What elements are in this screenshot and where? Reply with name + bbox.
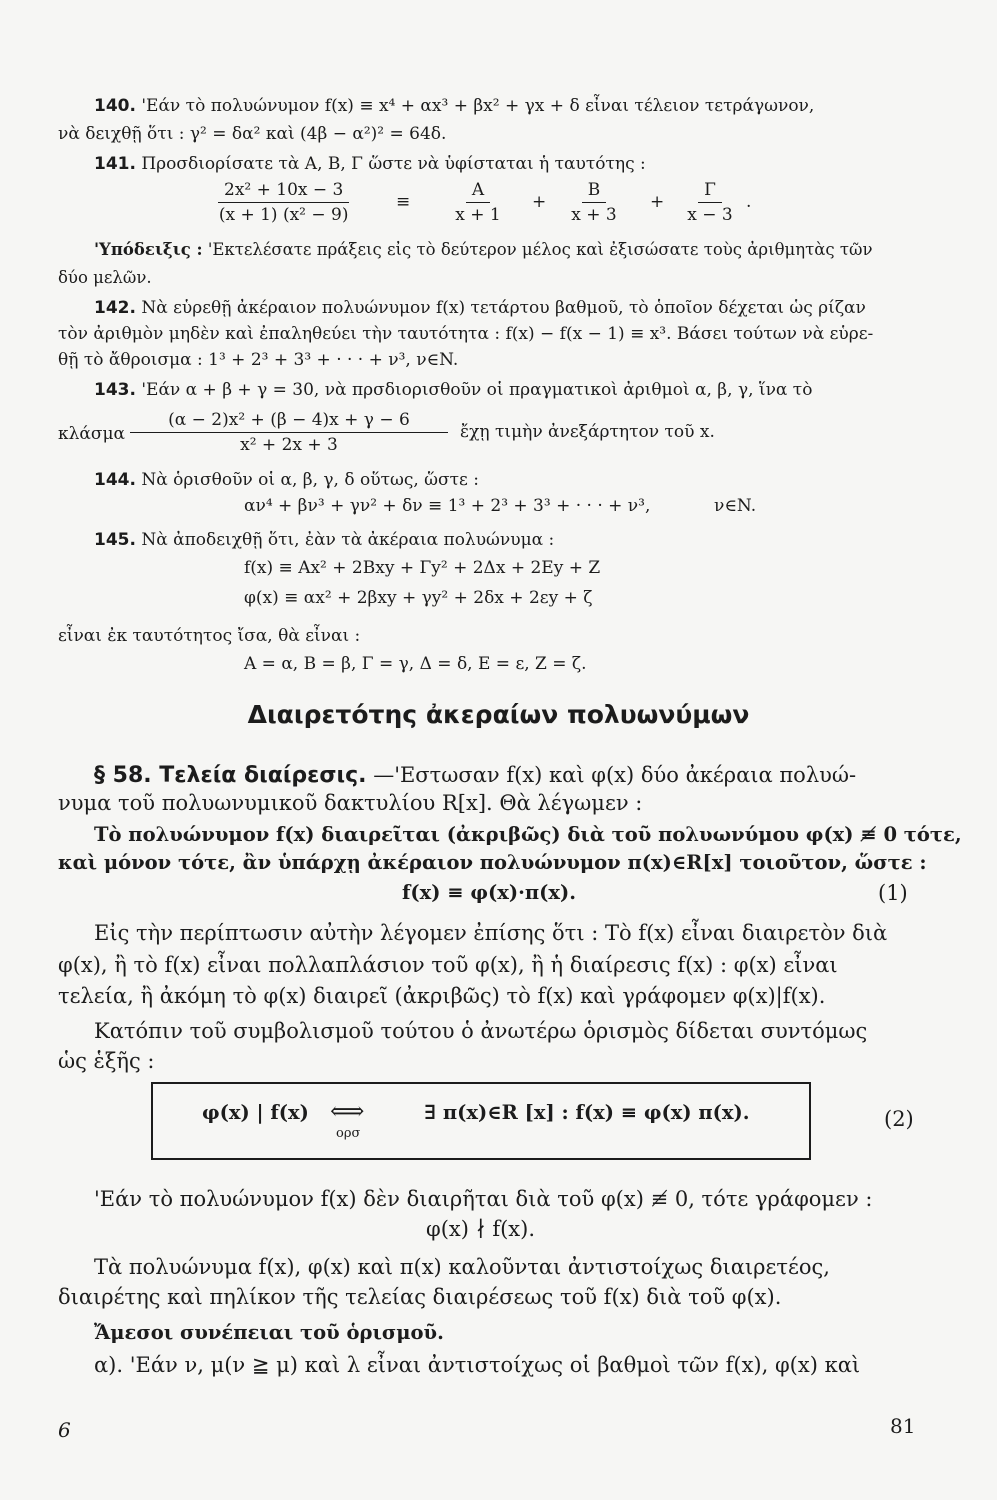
section-58-heading-line (94, 762, 856, 789)
paragraph-line-8: διαιρέτης καὶ πηλίκον τῆς τελείας διαιρέσεως τοῦ f(x) διὰ τοῦ φ(x). (58, 1285, 782, 1309)
exercise-text: Νὰ εὑρεθῇ ἀκέραιον πολυώνυμον f(x) τετάρτου βαθμοῦ, τὸ ὁποῖον δέχεται ὡς ρίζαν (141, 298, 866, 318)
fraction-a (442, 180, 514, 225)
box-right: ∃ π(x)∈R [x] : f(x) ≡ φ(x) π(x). (424, 1101, 750, 1124)
equation-1: f(x) ≡ φ(x)·π(x). (402, 881, 577, 904)
exercise-number: 140. (94, 96, 136, 116)
paragraph-line-4: Κατόπιν τοῦ συμβολισμοῦ τούτου ὁ ἀνωτέρω ὁρισμὸς δίδεται συντόμως (94, 1019, 868, 1043)
denominator: (x + 1) (x² − 9) (218, 205, 349, 225)
exercise-number: 141. (94, 154, 136, 174)
paragraph-line-6: 'Εάν τὸ πολυώνυμον f(x) δὲν διαιρῆται διὰ τοῦ φ(x) ≢ 0, τότε γράφομεν : (94, 1187, 873, 1211)
numerator: Γ (698, 180, 722, 203)
exercise-142-line-3: θῇ τὸ ἄθροισμα : 1³ + 2³ + 3³ + · · · + ν³, ν∈N. (58, 350, 459, 370)
condition-144: ν∈N. (714, 496, 757, 516)
hint-text: 'Εκτελέσατε πράξεις εἰς τὸ δεύτερον μέλος καὶ ἐξισώσατε τοὺς ἀριθμητὰς τῶν (207, 240, 873, 259)
exercise-text: Νὰ ὁρισθοῦν οἱ α, β, γ, δ οὕτως, ὥστε : (141, 470, 479, 490)
fraction-tail: ἔχῃ τιμὴν ἀνεξάρτητον τοῦ x. (460, 422, 715, 442)
numerator: 2x² + 10x − 3 (218, 180, 349, 203)
exercise-text: 'Εάν τὸ πολυώνυμον f(x) ≡ x⁴ + αx³ + βx² + γx + δ εἶναι τέλειον τετράγωνον, (141, 96, 815, 116)
equation-1-tag: (1) (878, 881, 908, 905)
exercise-145-line-2: εἶναι ἐκ ταυτότητος ἴσα, θὰ εἶναι : (58, 626, 361, 646)
exercise-140-line-2: νὰ δειχθῇ ὅτι : γ² = δα² καὶ (4β − α²)² = 64δ. (58, 124, 447, 144)
paragraph-line-7: Τὰ πολυώνυμα f(x), φ(x) καὶ π(x) καλοῦνται ἀντιστοίχως διαιρετέος, (94, 1255, 830, 1279)
equation-145-phi: φ(x) ≡ αx² + 2βxy + γy² + 2δx + 2εy + ζ (244, 588, 593, 608)
exercise-141-line-1 (94, 154, 646, 174)
hint-line-1 (94, 240, 873, 260)
section-58-line-2: νυμα τοῦ πολυωνυμικοῦ δακτυλίου R[x]. Θὰ λέγωμεν : (58, 791, 643, 815)
exercise-140-line-1 (94, 96, 814, 116)
paragraph-line-9: α). 'Εάν ν, μ(ν ≧ μ) καὶ λ εἶναι ἀντιστοίχως οἱ βαθμοὶ τῶν f(x), φ(x) καὶ (94, 1353, 861, 1377)
hint-label: 'Υπόδειξις : (94, 240, 203, 259)
definition-line-2: καὶ μόνον τότε, ἂν ὑπάρχῃ ἀκέραιον πολυώνυμον π(x)∈R[x] τοιοῦτον, ὥστε : (58, 851, 927, 874)
period: . (746, 192, 752, 212)
denominator: x + 3 (571, 205, 617, 225)
equation-145-result: A = α, B = β, Γ = γ, Δ = δ, E = ε, Z = ζ. (244, 654, 587, 674)
fraction-c (674, 180, 746, 225)
fraction-lhs (218, 180, 349, 225)
equation-144: αν⁴ + βν³ + γν² + δν ≡ 1³ + 2³ + 3³ + · · · + ν³, (244, 496, 651, 516)
exercise-number: 145. (94, 530, 136, 550)
exercise-text: Νὰ ἀποδειχθῇ ὅτι, ἐὰν τὰ ἀκέραια πολυώνυμα : (141, 530, 555, 550)
exercise-number: 143. (94, 380, 136, 400)
numerator: (α − 2)x² + (β − 4)x + γ − 6 (130, 410, 448, 433)
not-divides-formula: φ(x) ∤ f(x). (426, 1217, 536, 1241)
exercise-text: Προσδιορίσατε τὰ Α, Β, Γ ὥστε νὰ ὑφίσταται ἡ ταυτότης : (141, 154, 646, 174)
identity-symbol: ≡ (396, 192, 411, 212)
denominator: x + 1 (455, 205, 501, 225)
exercise-143-line-1 (94, 380, 812, 400)
paragraph-line-1: Εἰς τὴν περίπτωσιν αὐτὴν λέγομεν ἐπίσης ὅτι : Τὸ f(x) εἶναι διαιρετὸν διὰ (94, 921, 888, 945)
exercise-145-line-1 (94, 530, 554, 550)
plus-sign: + (650, 192, 665, 212)
exercise-142-line-2: τὸν ἀριθμὸν μηδὲν καὶ ἐπαληθεύει τὴν ταυτότητα : f(x) − f(x − 1) ≡ x³. Βάσει τούτων νὰ εὑρε- (58, 324, 874, 344)
paragraph-line-2: φ(x), ἢ τὸ f(x) εἶναι πολλαπλάσιον τοῦ φ(x), ἢ ἡ διαίρεσις f(x) : φ(x) εἶναι (58, 953, 838, 977)
fraction-143 (130, 410, 448, 455)
exercise-number: 142. (94, 298, 136, 318)
exercise-142-line-1 (94, 298, 866, 318)
equation-2-tag: (2) (884, 1107, 914, 1131)
definition-line-1: Τὸ πολυώνυμον f(x) διαιρεῖται (ἀκριβῶς) διὰ τοῦ πολυωνύμου φ(x) ≢ 0 τότε, (94, 823, 962, 846)
paragraph-line-5: ὡς ἑξῆς : (58, 1049, 155, 1073)
denominator: x² + 2x + 3 (240, 435, 338, 455)
paragraph-line-3: τελεία, ἢ ἀκόμη τὸ φ(x) διαιρεῖ (ἀκριβῶς) τὸ f(x) καὶ γράφομεν φ(x)|f(x). (58, 984, 826, 1008)
exercise-144-line-1 (94, 470, 479, 490)
subheading: Ἄμεσοι συνέπειαι τοῦ ὁρισμοῦ. (94, 1321, 444, 1344)
denominator: x − 3 (687, 205, 733, 225)
exercise-text: 'Εάν α + β + γ = 30, νὰ πρσδιορισθοῦν οἱ πραγματικοὶ ἀριθμοὶ α, β, γ, ἵνα τὸ (141, 380, 813, 400)
numerator: B (582, 180, 607, 203)
box-left: φ(x) | f(x) (202, 1101, 309, 1124)
equation-145-f: f(x) ≡ Ax² + 2Bxy + Γy² + 2Δx + 2Ey + Z (244, 558, 601, 578)
numerator: A (466, 180, 490, 203)
hint-line-2: δύο μελῶν. (58, 268, 152, 287)
heading-tail: —'Εστωσαν f(x) καὶ φ(x) δύο ἀκέραια πολυώ- (366, 763, 857, 787)
fraction-label: κλάσμα (58, 424, 126, 444)
signature-mark: 6 (58, 1418, 71, 1442)
equivalence-arrow: ⟺ (330, 1097, 365, 1125)
exercise-number: 144. (94, 470, 136, 490)
arrow-label: ορσ (336, 1126, 361, 1141)
page-number: 81 (890, 1414, 916, 1438)
fraction-b (556, 180, 632, 225)
plus-sign: + (532, 192, 547, 212)
section-58-heading: § 58. Τελεία διαίρεσις. (94, 763, 367, 788)
section-title: Διαιρετότης ἀκεραίων πολυωνύμων (247, 700, 750, 729)
